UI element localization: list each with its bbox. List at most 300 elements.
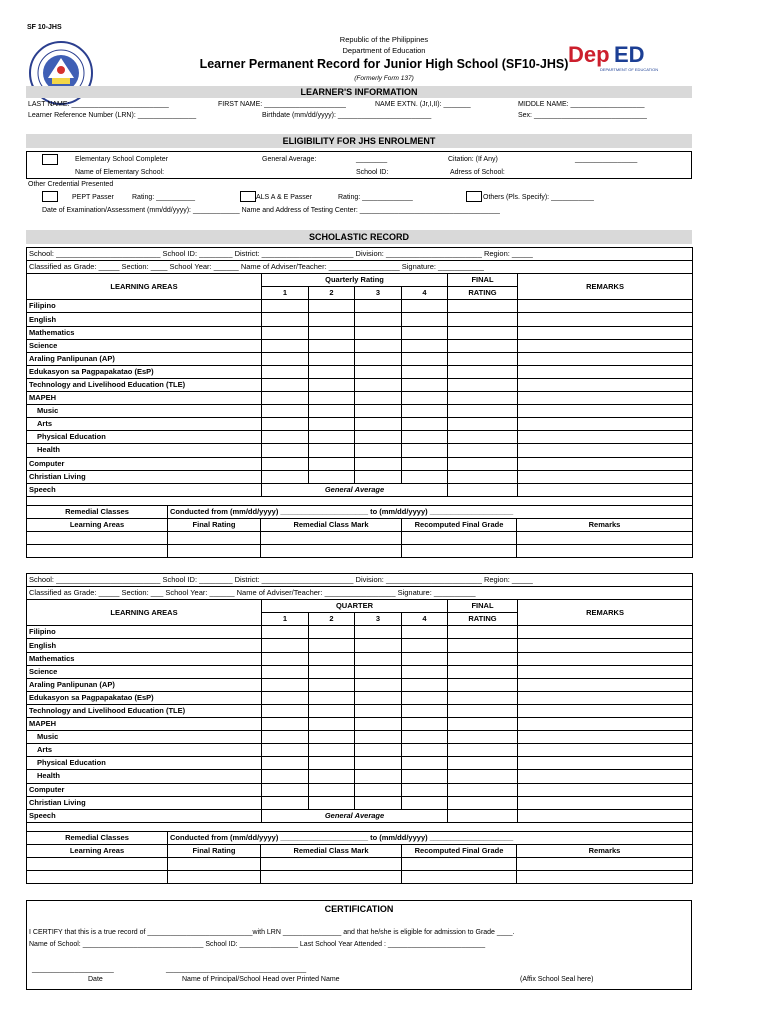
grade-cell[interactable] [402, 639, 448, 652]
others-checkbox[interactable] [466, 191, 482, 202]
grade-cell[interactable] [518, 457, 693, 470]
subject-name: Speech [27, 809, 262, 822]
header-republic: Republic of the Philippines [339, 35, 429, 44]
grade-cell[interactable] [309, 639, 355, 652]
grade-cell[interactable] [518, 392, 693, 405]
remedial-cell[interactable] [27, 857, 168, 870]
subject-row [27, 483, 693, 496]
als-rating-field[interactable]: Rating: _____________ [338, 194, 413, 201]
certification-heading: CERTIFICATION [324, 904, 394, 914]
subject-name: Technology and Livelihood Education (TLE) [27, 378, 262, 391]
grade-cell[interactable] [309, 678, 355, 691]
quarter-q4-header: 4 [402, 613, 448, 626]
final-rating-header: FINAL [448, 600, 518, 613]
subject-name: Speech [27, 483, 262, 496]
subject-name: MAPEH [27, 718, 262, 731]
grade-cell[interactable] [262, 378, 309, 391]
grade-cell[interactable] [518, 470, 693, 483]
grade-cell[interactable] [262, 352, 309, 365]
learning-areas-header: LEARNING AREAS [27, 600, 262, 626]
subject-row [27, 652, 693, 665]
grade-cell[interactable] [355, 378, 402, 391]
remedial-classes-label: Remedial Classes [27, 831, 168, 844]
grade-cell[interactable] [309, 405, 355, 418]
grade-cell[interactable] [262, 365, 309, 378]
grade-cell[interactable] [448, 418, 518, 431]
grade-cell[interactable] [448, 783, 518, 796]
als-checkbox[interactable] [240, 191, 256, 202]
grade-cell[interactable] [448, 444, 518, 457]
grade-cell[interactable] [309, 392, 355, 405]
grade-cell[interactable] [518, 704, 693, 717]
grade-cell[interactable] [262, 704, 309, 717]
grade-cell[interactable] [309, 378, 355, 391]
subject-row [27, 757, 693, 770]
final-rating-header-2: RATING [448, 613, 518, 626]
subject-row [27, 639, 693, 652]
grade-cell[interactable] [448, 392, 518, 405]
grade-cell[interactable] [309, 718, 355, 731]
grade-cell[interactable] [262, 770, 309, 783]
grade-cell[interactable] [402, 378, 448, 391]
birthdate-field[interactable]: Birthdate (mm/dd/yyyy): ________________________ [262, 112, 432, 119]
grade-cell[interactable] [309, 365, 355, 378]
grade-cell[interactable] [518, 418, 693, 431]
svg-text:ED: ED [614, 42, 645, 67]
grade-cell[interactable] [262, 405, 309, 418]
grade-cell[interactable] [448, 757, 518, 770]
grade-cell[interactable] [448, 326, 518, 339]
grade-cell[interactable] [518, 757, 693, 770]
remedial-row [27, 531, 693, 544]
last-name-field[interactable]: LAST NAME: _________________________ [28, 101, 169, 108]
remedial-cell[interactable] [261, 871, 402, 884]
grade-cell[interactable] [518, 652, 693, 665]
remedial-cell[interactable] [168, 545, 261, 558]
grade-cell[interactable] [262, 652, 309, 665]
learning-areas-header: LEARNING AREAS [27, 274, 262, 300]
grade-cell[interactable] [448, 626, 518, 639]
grade-cell[interactable] [402, 665, 448, 678]
grade-cell[interactable] [262, 783, 309, 796]
subject-row [27, 300, 693, 313]
remedial-cell[interactable] [27, 545, 168, 558]
remedial-cell[interactable] [27, 871, 168, 884]
grade-cell[interactable] [402, 731, 448, 744]
grade-cell[interactable] [448, 770, 518, 783]
grade-cell[interactable] [309, 665, 355, 678]
grade-cell[interactable] [448, 639, 518, 652]
grade-cell[interactable] [402, 313, 448, 326]
grade-cell[interactable] [448, 731, 518, 744]
others-field[interactable]: Others (Pls. Specify): ___________ [483, 194, 594, 201]
pept-rating-field[interactable]: Rating: __________ [132, 194, 196, 201]
grade-cell[interactable] [402, 365, 448, 378]
grade-cell[interactable] [402, 704, 448, 717]
pept-label: PEPT Passer [72, 194, 114, 201]
grade-cell[interactable] [309, 444, 355, 457]
grade-cell[interactable] [518, 352, 693, 365]
grade-cell[interactable] [518, 770, 693, 783]
grade-cell[interactable] [262, 665, 309, 678]
grade-cell[interactable] [402, 652, 448, 665]
subject-row [27, 704, 693, 717]
grade-cell[interactable] [309, 731, 355, 744]
elem-completer-label: Elementary School Completer [75, 156, 168, 163]
grade-cell[interactable] [518, 639, 693, 652]
grade-cell[interactable] [518, 665, 693, 678]
final-rating-header-2: RATING [448, 287, 518, 300]
grade-cell[interactable] [355, 665, 402, 678]
grade-cell[interactable] [448, 378, 518, 391]
grade-cell[interactable] [309, 691, 355, 704]
grade-cell[interactable] [448, 470, 518, 483]
remedial-cell[interactable] [27, 531, 168, 544]
first-name-field[interactable]: FIRST NAME: _____________________ [218, 101, 346, 108]
subject-row [27, 365, 693, 378]
subject-name: MAPEH [27, 392, 262, 405]
subject-name: Music [27, 731, 262, 744]
grade-cell[interactable] [309, 770, 355, 783]
record-school-line[interactable]: School: _________________________ School ID: ________ District: ______________________ Division: _______________________ Region: _____ [27, 574, 693, 587]
grade-cell[interactable] [518, 718, 693, 731]
subject-row [27, 457, 693, 470]
grade-cell[interactable] [309, 300, 355, 313]
grade-cell[interactable] [262, 339, 309, 352]
remarks-cell[interactable] [518, 809, 693, 822]
grade-cell[interactable] [402, 300, 448, 313]
grade-cell[interactable] [402, 470, 448, 483]
grade-cell[interactable] [355, 300, 402, 313]
school-seal-label: (Affix School Seal here) [520, 976, 594, 983]
grade-cell[interactable] [262, 470, 309, 483]
grade-cell[interactable] [355, 352, 402, 365]
final-rating-header: FINAL [448, 274, 518, 287]
lrn-field[interactable]: Learner Reference Number (LRN): _______________ [28, 112, 197, 119]
subject-row [27, 770, 693, 783]
subject-row [27, 392, 693, 405]
exam-date-line[interactable]: Date of Examination/Assessment (mm/dd/yyyy): ____________ Name and Address of Testing Center: ____________________________________ [42, 207, 500, 214]
grade-cell[interactable] [262, 457, 309, 470]
rem-final-rating-header: Final Rating [168, 844, 261, 857]
svg-text:DEPARTMENT OF EDUCATION: DEPARTMENT OF EDUCATION [600, 67, 659, 72]
scholastic-record-1 [26, 247, 692, 558]
grade-cell[interactable] [448, 718, 518, 731]
grade-cell[interactable] [402, 431, 448, 444]
grade-cell[interactable] [355, 431, 402, 444]
grade-cell[interactable] [309, 796, 355, 809]
grade-cell[interactable] [309, 757, 355, 770]
subject-row [27, 339, 693, 352]
grade-cell[interactable] [262, 796, 309, 809]
grade-cell[interactable] [309, 704, 355, 717]
grade-cell[interactable] [355, 744, 402, 757]
grade-cell[interactable] [355, 392, 402, 405]
grade-cell[interactable] [402, 744, 448, 757]
grade-cell[interactable] [355, 405, 402, 418]
subject-row [27, 718, 693, 731]
grade-cell[interactable] [262, 418, 309, 431]
certify-line[interactable]: I CERTIFY that this is a true record of ___________________________with LRN _______________ and that he/she is eligible for admission to Grade ____. [29, 929, 515, 936]
grade-cell[interactable] [262, 757, 309, 770]
grade-cell[interactable] [262, 626, 309, 639]
eligibility-heading: ELIGIBILITY FOR JHS ENROLMENT [26, 134, 692, 148]
subject-name: Health [27, 444, 262, 457]
grade-cell[interactable] [448, 365, 518, 378]
rem-final-rating-header: Final Rating [168, 518, 261, 531]
grade-cell[interactable] [402, 392, 448, 405]
grade-cell[interactable] [518, 300, 693, 313]
grade-cell[interactable] [402, 405, 448, 418]
grade-cell[interactable] [518, 339, 693, 352]
grade-cell[interactable] [309, 313, 355, 326]
grade-cell[interactable] [262, 300, 309, 313]
grade-cell[interactable] [402, 444, 448, 457]
remarks-header: REMARKS [518, 274, 693, 300]
subject-name: Filipino [27, 626, 262, 639]
grade-cell[interactable] [402, 626, 448, 639]
grade-cell[interactable] [309, 783, 355, 796]
remedial-cell[interactable] [261, 531, 402, 544]
remedial-classes-label: Remedial Classes [27, 505, 168, 518]
grade-cell[interactable] [355, 418, 402, 431]
subject-name: Mathematics [27, 652, 262, 665]
subject-row [27, 744, 693, 757]
remedial-cell[interactable] [261, 545, 402, 558]
grade-cell[interactable] [355, 704, 402, 717]
grade-cell[interactable] [355, 796, 402, 809]
grade-cell[interactable] [518, 626, 693, 639]
subject-row [27, 352, 693, 365]
grade-cell[interactable] [262, 639, 309, 652]
grade-cell[interactable] [402, 770, 448, 783]
general-average-field[interactable]: ________ [356, 156, 388, 163]
header-department: Department of Education [342, 46, 426, 55]
grade-cell[interactable] [309, 431, 355, 444]
subject-row [27, 418, 693, 431]
grade-cell[interactable] [309, 352, 355, 365]
subject-row [27, 431, 693, 444]
grade-cell[interactable] [355, 652, 402, 665]
grade-cell[interactable] [518, 731, 693, 744]
grade-cell[interactable] [448, 652, 518, 665]
general-average-label: General Average [262, 809, 448, 822]
grade-cell[interactable] [355, 444, 402, 457]
remedial-cell[interactable] [517, 857, 693, 870]
grade-cell[interactable] [355, 339, 402, 352]
grade-cell[interactable] [402, 457, 448, 470]
grade-cell[interactable] [448, 300, 518, 313]
grade-cell[interactable] [402, 326, 448, 339]
quarter-q4-header: 4 [402, 287, 448, 300]
grade-cell[interactable] [355, 691, 402, 704]
grade-cell[interactable] [518, 444, 693, 457]
remedial-cell[interactable] [402, 545, 517, 558]
middle-name-field[interactable]: MIDDLE NAME: ___________________ [518, 101, 645, 108]
subject-row [27, 665, 693, 678]
remedial-conducted-line[interactable]: Conducted from (mm/dd/yyyy) _____________________ to (mm/dd/yyyy) ____________________ [168, 831, 693, 844]
certify-school-line[interactable]: Name of School: _______________________________ School ID: _______________ Last School Year Attended : _________________________ [29, 941, 486, 948]
grade-cell[interactable] [262, 744, 309, 757]
grade-cell[interactable] [355, 313, 402, 326]
grade-cell[interactable] [448, 352, 518, 365]
subject-name: Physical Education [27, 757, 262, 770]
quarter-q1-header: 1 [262, 287, 309, 300]
subject-row [27, 378, 693, 391]
grade-cell[interactable] [448, 796, 518, 809]
grade-cell[interactable] [448, 339, 518, 352]
grade-cell[interactable] [262, 326, 309, 339]
grade-cell[interactable] [355, 731, 402, 744]
grade-cell[interactable] [448, 744, 518, 757]
grade-cell[interactable] [518, 378, 693, 391]
grade-cell[interactable] [262, 392, 309, 405]
remedial-cell[interactable] [402, 871, 517, 884]
remedial-cell[interactable] [261, 857, 402, 870]
record-school-line[interactable]: School: _________________________ School ID: ________ District: ______________________ Division: _______________________ Region: _____ [27, 248, 693, 261]
grade-cell[interactable] [448, 457, 518, 470]
grade-cell[interactable] [355, 639, 402, 652]
grade-cell[interactable] [262, 691, 309, 704]
grade-cell[interactable] [448, 704, 518, 717]
subject-row [27, 470, 693, 483]
grade-cell[interactable] [448, 691, 518, 704]
rem-remarks-header: Remarks [517, 844, 693, 857]
remedial-conducted-line[interactable]: Conducted from (mm/dd/yyyy) _____________________ to (mm/dd/yyyy) ____________________ [168, 505, 693, 518]
subject-name: Science [27, 339, 262, 352]
remedial-cell[interactable] [517, 531, 693, 544]
quarter-q2-header: 2 [309, 613, 355, 626]
citation-field[interactable]: ________________ [575, 156, 638, 163]
elem-completer-checkbox[interactable] [42, 154, 58, 165]
grade-cell[interactable] [402, 718, 448, 731]
general-average-label: General Average: [262, 156, 317, 163]
grade-cell[interactable] [518, 744, 693, 757]
grade-cell[interactable] [518, 796, 693, 809]
general-average-cell[interactable] [448, 483, 518, 496]
grade-cell[interactable] [355, 326, 402, 339]
grade-cell[interactable] [309, 652, 355, 665]
subject-name: Edukasyon sa Pagpapakatao (EsP) [27, 691, 262, 704]
grade-cell[interactable] [402, 339, 448, 352]
remedial-cell[interactable] [402, 857, 517, 870]
general-average-cell[interactable] [448, 809, 518, 822]
remarks-cell[interactable] [518, 483, 693, 496]
grade-cell[interactable] [518, 405, 693, 418]
grade-cell[interactable] [448, 678, 518, 691]
grade-cell[interactable] [309, 457, 355, 470]
svg-text:Dep: Dep [568, 42, 610, 67]
grade-cell[interactable] [262, 444, 309, 457]
remedial-cell[interactable] [168, 531, 261, 544]
pept-checkbox[interactable] [42, 191, 58, 202]
grade-cell[interactable] [355, 457, 402, 470]
grade-cell[interactable] [448, 405, 518, 418]
subject-name: Edukasyon sa Pagpapakatao (EsP) [27, 365, 262, 378]
subject-name: Technology and Livelihood Education (TLE) [27, 704, 262, 717]
grade-cell[interactable] [309, 470, 355, 483]
grade-cell[interactable] [355, 626, 402, 639]
grade-cell[interactable] [262, 731, 309, 744]
grade-cell[interactable] [402, 678, 448, 691]
grade-cell[interactable] [402, 783, 448, 796]
grade-cell[interactable] [355, 757, 402, 770]
quarter-q3-header: 3 [355, 287, 402, 300]
grade-cell[interactable] [262, 678, 309, 691]
grade-cell[interactable] [355, 365, 402, 378]
grade-cell[interactable] [402, 418, 448, 431]
grade-cell[interactable] [448, 431, 518, 444]
subject-row [27, 313, 693, 326]
grade-cell[interactable] [518, 783, 693, 796]
grade-cell[interactable] [518, 326, 693, 339]
remedial-cell[interactable] [168, 871, 261, 884]
subject-name: Araling Panlipunan (AP) [27, 352, 262, 365]
grade-cell[interactable] [518, 691, 693, 704]
subject-name: Christian Living [27, 796, 262, 809]
form-code: SF 10-JHS [27, 24, 62, 31]
grade-cell[interactable] [518, 313, 693, 326]
grade-cell[interactable] [309, 339, 355, 352]
grade-cell[interactable] [518, 365, 693, 378]
grade-cell[interactable] [309, 744, 355, 757]
remedial-cell[interactable] [517, 545, 693, 558]
subject-name: Arts [27, 744, 262, 757]
grade-cell[interactable] [402, 796, 448, 809]
record-class-line[interactable]: Classified as Grade: _____ Section: ___ School Year: ______ Name of Adviser/Teacher: _________________ Signature: __________ [27, 587, 693, 600]
grade-cell[interactable] [262, 431, 309, 444]
grade-cell[interactable] [402, 691, 448, 704]
rem-remarks-header: Remarks [517, 518, 693, 531]
date-signature-line[interactable]: _____________________ [32, 966, 114, 973]
grade-cell[interactable] [355, 718, 402, 731]
grade-cell[interactable] [309, 626, 355, 639]
page-title: Learner Permanent Record for Junior High School (SF10-JHS) [199, 57, 569, 71]
remedial-cell[interactable] [168, 857, 261, 870]
subject-name: Filipino [27, 300, 262, 313]
grade-cell[interactable] [355, 783, 402, 796]
grade-cell[interactable] [518, 431, 693, 444]
grade-cell[interactable] [355, 470, 402, 483]
citation-label: Citation: (If Any) [448, 156, 498, 163]
quarter-header: Quarterly Rating [262, 274, 448, 287]
scholastic-record-2 [26, 573, 692, 884]
grade-cell[interactable] [309, 418, 355, 431]
sex-field[interactable]: Sex: _____________________________ [518, 112, 647, 119]
subject-row [27, 405, 693, 418]
remedial-cell[interactable] [517, 871, 693, 884]
learner-info-heading: LEARNER'S INFORMATION [26, 86, 692, 98]
grade-cell[interactable] [262, 718, 309, 731]
grade-cell[interactable] [355, 770, 402, 783]
name-ext-field[interactable]: NAME EXTN. (Jr,I,II): _______ [375, 101, 471, 108]
grade-cell[interactable] [518, 678, 693, 691]
subject-row [27, 691, 693, 704]
grade-cell[interactable] [402, 757, 448, 770]
grade-cell[interactable] [402, 352, 448, 365]
record-class-line[interactable]: Classified as Grade: _____ Section: ____ School Year: ______ Name of Adviser/Teacher: _________________ Signature: ___________ [27, 261, 693, 274]
grade-cell[interactable] [355, 678, 402, 691]
grade-cell[interactable] [309, 326, 355, 339]
principal-signature-line[interactable]: ____________________________________ [166, 966, 307, 973]
general-average-label: General Average [262, 483, 448, 496]
grade-cell[interactable] [448, 665, 518, 678]
subject-name: Health [27, 770, 262, 783]
grade-cell[interactable] [448, 313, 518, 326]
deped-logo-icon [566, 40, 674, 74]
remedial-cell[interactable] [402, 531, 517, 544]
grade-cell[interactable] [262, 313, 309, 326]
